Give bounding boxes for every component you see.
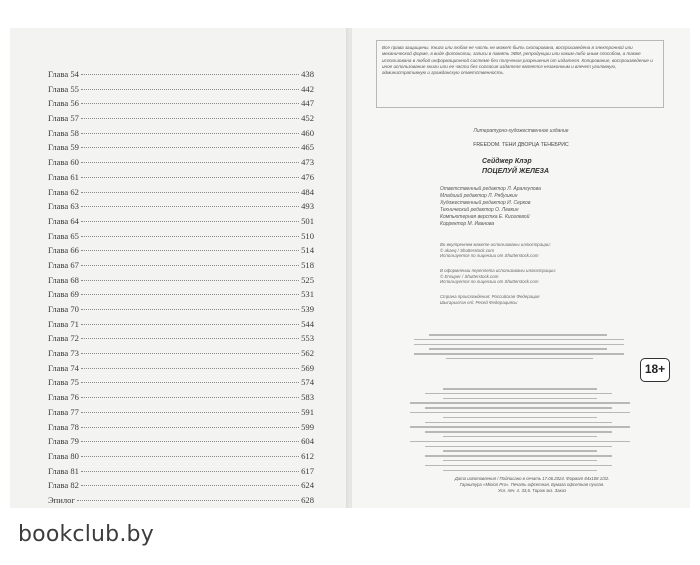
toc-entry-title: Глава 78 [48, 421, 79, 432]
toc-entry-page: 493 [301, 201, 314, 212]
toc-leader-dots [81, 255, 299, 266]
series-title: FREEDOM. ТЕНИ ДВОРЦА ТЕНЕБРИС [473, 142, 569, 148]
toc-entry-page: 438 [301, 69, 314, 79]
toc-leader-dots [81, 93, 299, 104]
toc-entry-page: 531 [301, 289, 314, 300]
toc-entry-title: Глава 76 [48, 392, 79, 403]
toc-leader-dots [81, 64, 299, 75]
toc-leader-dots [81, 211, 299, 222]
origin-line: Шығарылған елі: Ресей Федерациясы [440, 299, 518, 305]
right-page [352, 28, 690, 508]
fine-print-line [410, 402, 630, 404]
toc-entry-page: 544 [301, 318, 314, 329]
toc-entry-page: 514 [301, 245, 314, 256]
print-info-line: Дата изготовления / Подписано в печать 17.06.2024. Формат 84x108 1/32. [454, 476, 610, 481]
toc-entry-page: 447 [301, 98, 314, 109]
illustration-credit-line: Используется по лицензии от Shutterstock.com [440, 253, 539, 259]
toc-entry-title: Глава 70 [48, 304, 79, 314]
toc-entry-page: 510 [301, 230, 314, 241]
genre-label: Литературно-художественное издание [473, 128, 569, 134]
toc-leader-dots [81, 328, 299, 339]
toc-entry-title: Глава 64 [48, 215, 79, 226]
toc-leader-dots [81, 358, 299, 369]
illustrations-credit-cover [440, 268, 640, 285]
toc-entry-page: 569 [301, 362, 314, 373]
publisher-line [414, 353, 624, 355]
toc-leader-dots [81, 343, 299, 354]
watermark: bookclub.by [18, 522, 154, 547]
toc-entry-title: Глава 58 [48, 127, 79, 138]
fine-print-line [443, 470, 597, 472]
toc-leader-dots [81, 270, 299, 281]
toc-leader-dots [81, 314, 299, 325]
print-info [422, 476, 642, 494]
toc-leader-dots [81, 387, 299, 398]
toc-entry-page: 518 [301, 259, 314, 270]
toc-entry-title: Глава 82 [48, 480, 79, 491]
toc-leader-dots [81, 240, 299, 251]
toc-entry-title: Глава 77 [48, 406, 79, 417]
toc-leader-dots [81, 446, 299, 457]
publisher-line [414, 339, 624, 341]
toc-entry-page: 525 [301, 274, 314, 285]
fine-print-line [425, 465, 612, 467]
fine-print-line [425, 446, 612, 448]
toc-leader-dots [81, 431, 299, 442]
toc-entry-page: 591 [301, 406, 314, 417]
fine-print-line [443, 436, 597, 438]
fine-print-line [443, 398, 597, 400]
toc-entry-title: Глава 69 [48, 289, 79, 300]
toc-entry-page: 599 [301, 421, 314, 432]
toc-leader-dots [81, 475, 299, 486]
toc-entry-title: Глава 74 [48, 362, 79, 373]
print-info-line: Гарнитура «Minion Pro». Печать офсетная. Бумага офсетная пухлая. [459, 482, 605, 487]
fine-print-line [425, 407, 612, 409]
toc-entry-title: Глава 73 [48, 348, 79, 359]
toc-entry-page: 562 [301, 348, 314, 359]
toc-entry-page: 574 [301, 377, 314, 388]
toc-entry-page: 465 [301, 142, 314, 153]
toc-leader-dots [81, 417, 299, 428]
author-name: Сейджер Клэр [482, 158, 532, 165]
toc-entry-title: Глава 62 [48, 186, 79, 197]
toc-entry-page: 617 [301, 465, 314, 476]
toc-entry-title: Глава 57 [48, 113, 79, 124]
toc-entry-page: 473 [301, 157, 314, 168]
toc-leader-dots [81, 196, 299, 207]
book-title: ПОЦЕЛУЙ ЖЕЛЕЗА [482, 168, 550, 175]
toc-entry-page: 484 [301, 186, 314, 197]
fine-print-line [425, 431, 612, 433]
illustration-credit-line: © akaeq / Shutterstock.com [440, 247, 494, 253]
editor-credit: Технический редактор О. Левкин [440, 207, 519, 213]
illustration-credit-line: Используется по лицензии от Shutterstock.com [440, 279, 539, 285]
editors-list [440, 186, 630, 228]
toc-entry-title: Глава 61 [48, 171, 79, 182]
toc-entry-page: 624 [301, 480, 314, 491]
toc-entry-title: Глава 71 [48, 318, 79, 329]
toc-entry-title: Глава 75 [48, 377, 79, 388]
age-rating-badge: 18+ [640, 358, 670, 382]
toc-leader-dots [81, 137, 299, 148]
toc-entry-page: 501 [301, 215, 314, 226]
left-page [10, 28, 348, 508]
editor-credit: Ответственный редактор Л. Аралгулова [440, 186, 541, 192]
toc-entry-page: 612 [301, 450, 314, 461]
toc-entry-title: Глава 63 [48, 201, 79, 212]
toc-entry-title: Глава 80 [48, 450, 79, 461]
toc-entry-page: 539 [301, 304, 314, 314]
toc-entry-title: Глава 56 [48, 98, 79, 109]
print-info-line: Усл. печ. л. 33,6. Тираж экз. Заказ [498, 488, 566, 493]
toc-leader-dots [81, 299, 299, 310]
book-spread [10, 28, 690, 508]
toc-leader-dots [81, 402, 299, 413]
fine-print-line [425, 422, 612, 424]
editor-credit: Младший редактор Л. Рябушкин [440, 193, 518, 199]
legal-fine-print [410, 388, 630, 474]
toc-entry-page: 452 [301, 113, 314, 124]
toc-leader-dots [81, 123, 299, 134]
publisher-details [414, 334, 624, 363]
toc-leader-dots [81, 152, 299, 163]
toc-leader-dots [81, 226, 299, 237]
toc-entry-title: Эпилог [48, 494, 75, 505]
toc-leader-dots [77, 490, 299, 501]
toc-entry-page: 476 [301, 171, 314, 182]
toc-leader-dots [81, 182, 299, 193]
toc-entry-page: 628 [301, 494, 314, 505]
toc-entry-title: Глава 54 [48, 69, 79, 79]
toc-entry [48, 492, 314, 507]
toc-entry-title: Глава 81 [48, 465, 79, 476]
fine-print-line [410, 426, 630, 428]
fine-print-line [443, 417, 597, 419]
toc-entry-page: 583 [301, 392, 314, 403]
toc-entry-page: 604 [301, 436, 314, 447]
toc-entry-page: 442 [301, 83, 314, 94]
publisher-line [429, 348, 608, 350]
country-of-origin [440, 294, 640, 305]
fine-print-line [425, 393, 612, 395]
toc-entry-title: Глава 68 [48, 274, 79, 285]
toc-leader-dots [81, 372, 299, 383]
publisher-line [429, 334, 608, 336]
toc-entry-title: Глава 72 [48, 333, 79, 344]
origin-line: Страна происхождения: Российская Федерация [440, 294, 540, 299]
illustration-credit-line: Во внутреннем макете использованы иллюстрации: [440, 242, 551, 247]
fine-print-line [443, 460, 597, 462]
fine-print-line [425, 455, 612, 457]
publisher-line [446, 358, 593, 360]
toc-entry-title: Глава 60 [48, 157, 79, 168]
toc-leader-dots [81, 79, 299, 90]
toc-entry-title: Глава 55 [48, 83, 79, 94]
illustration-credit-line: © Ensuper / Shutterstock.com [440, 273, 499, 279]
fine-print-line [410, 412, 630, 414]
toc-entry-title: Глава 67 [48, 259, 79, 270]
fine-print-line [443, 450, 597, 452]
toc-leader-dots [81, 167, 299, 178]
toc-entry-page: 553 [301, 333, 314, 344]
toc-leader-dots [81, 461, 299, 472]
rights-notice: Все права защищены. Книга или любая ее часть не может быть скопирована, воспроизведена в электронной или механической форме, в виде фотокопии, записи в память ЭВМ, репродукции или каким-либо иным способом, а также использована в любой информационной системе без получения разрешения от издателя. Копирование, воспроизведение и иное использование книги или ее части без согласия издателя является незаконным и влечет уголовную, административную и гражданскую ответственность. [382, 45, 653, 76]
fine-print-line [410, 441, 630, 443]
table-of-contents [48, 66, 314, 507]
toc-entry-title: Глава 65 [48, 230, 79, 241]
toc-leader-dots [81, 108, 299, 119]
editor-credit: Корректор М. Иванова [440, 221, 495, 227]
rights-notice-box [376, 40, 664, 108]
toc-entry-title: Глава 79 [48, 436, 79, 447]
toc-entry-title: Глава 66 [48, 245, 79, 256]
illustrations-credit-inner [440, 242, 640, 259]
illustration-credit-line: В оформлении переплета использованы иллюстрации: [440, 268, 557, 273]
toc-leader-dots [81, 284, 299, 295]
toc-entry-title: Глава 59 [48, 142, 79, 153]
toc-entry-page: 460 [301, 127, 314, 138]
editor-credit: Компьютерная верстка Е. Киселевой [440, 214, 530, 220]
fine-print-line [443, 388, 597, 390]
editor-credit: Художественный редактор И. Серков [440, 200, 531, 206]
publisher-line [414, 344, 624, 346]
